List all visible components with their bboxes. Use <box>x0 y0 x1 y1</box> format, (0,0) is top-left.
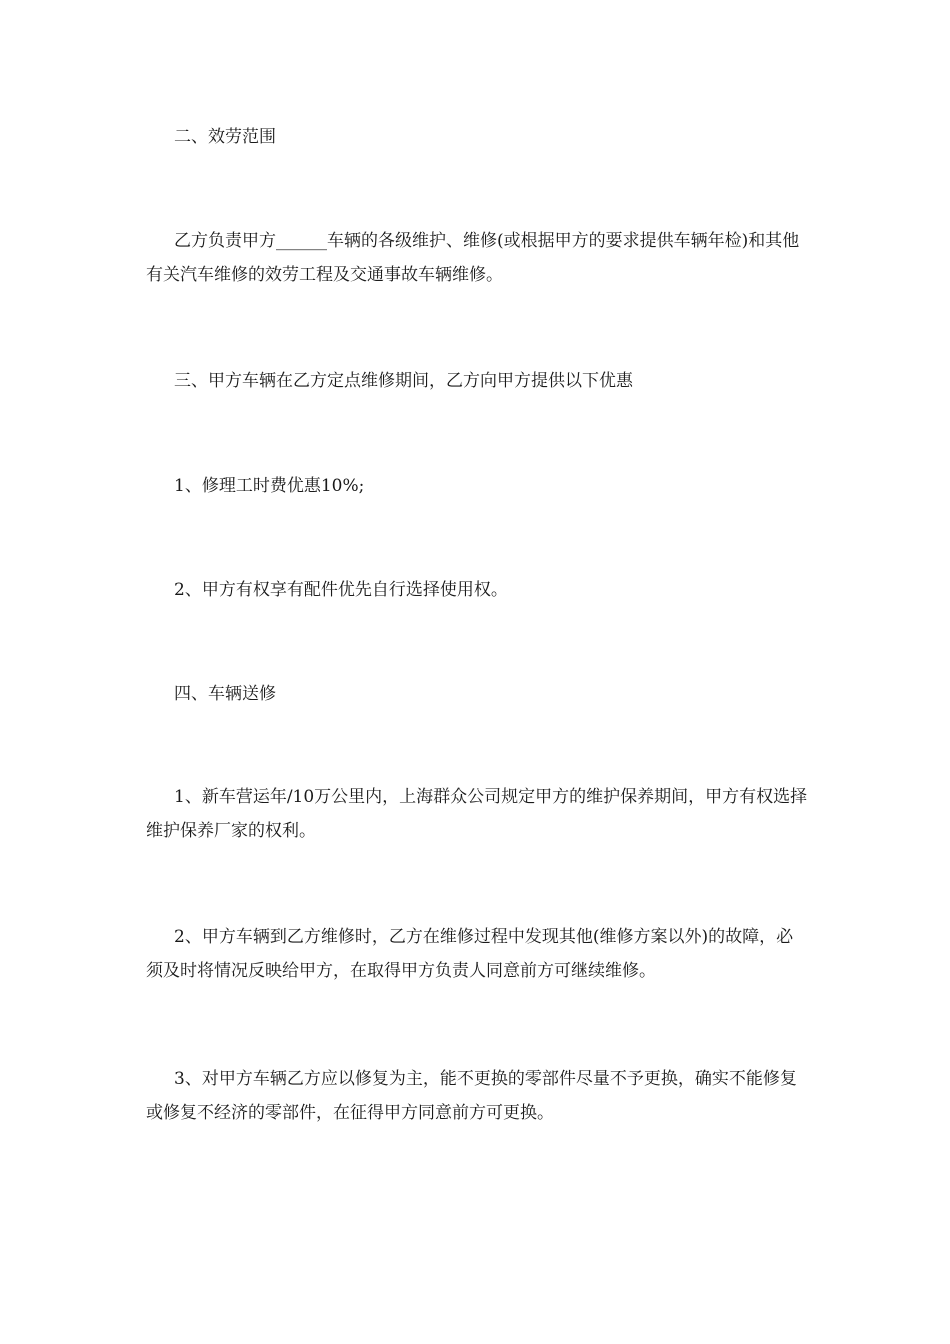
list-item-discount-2: 2、甲方有权享有配件优先自行选择使用权。 <box>174 580 508 600</box>
list-item-discount-1: 1、修理工时费优惠10%; <box>174 476 365 496</box>
section-heading-discounts: 三、甲方车辆在乙方定点维修期间，乙方向甲方提供以下优惠 <box>174 371 633 391</box>
section-heading-vehicle-repair: 四、车辆送修 <box>174 684 276 704</box>
list-item-repair-1: 1、新车营运年/10万公里内，上海群众公司规定甲方的维护保养期间，甲方有权选择维护保养厂家的权利。 <box>146 787 808 841</box>
list-item-repair-2: 2、甲方车辆到乙方维修时，乙方在维修过程中发现其他(维修方案以外)的故障，必须及时将情况反映给甲方，在取得甲方负责人同意前方可继续维修。 <box>146 927 794 981</box>
list-item-repair-3: 3、对甲方车辆乙方应以修复为主，能不更换的零部件尽量不予更换，确实不能修复或修复不经济的零部件，在征得甲方同意前方可更换。 <box>146 1069 797 1123</box>
section-heading-service-scope: 二、效劳范围 <box>174 127 276 147</box>
paragraph-service-scope: 乙方负责甲方______车辆的各级维护、维修(或根据甲方的要求提供车辆年检)和其他有关汽车维修的效劳工程及交通事故车辆维修。 <box>146 231 800 285</box>
